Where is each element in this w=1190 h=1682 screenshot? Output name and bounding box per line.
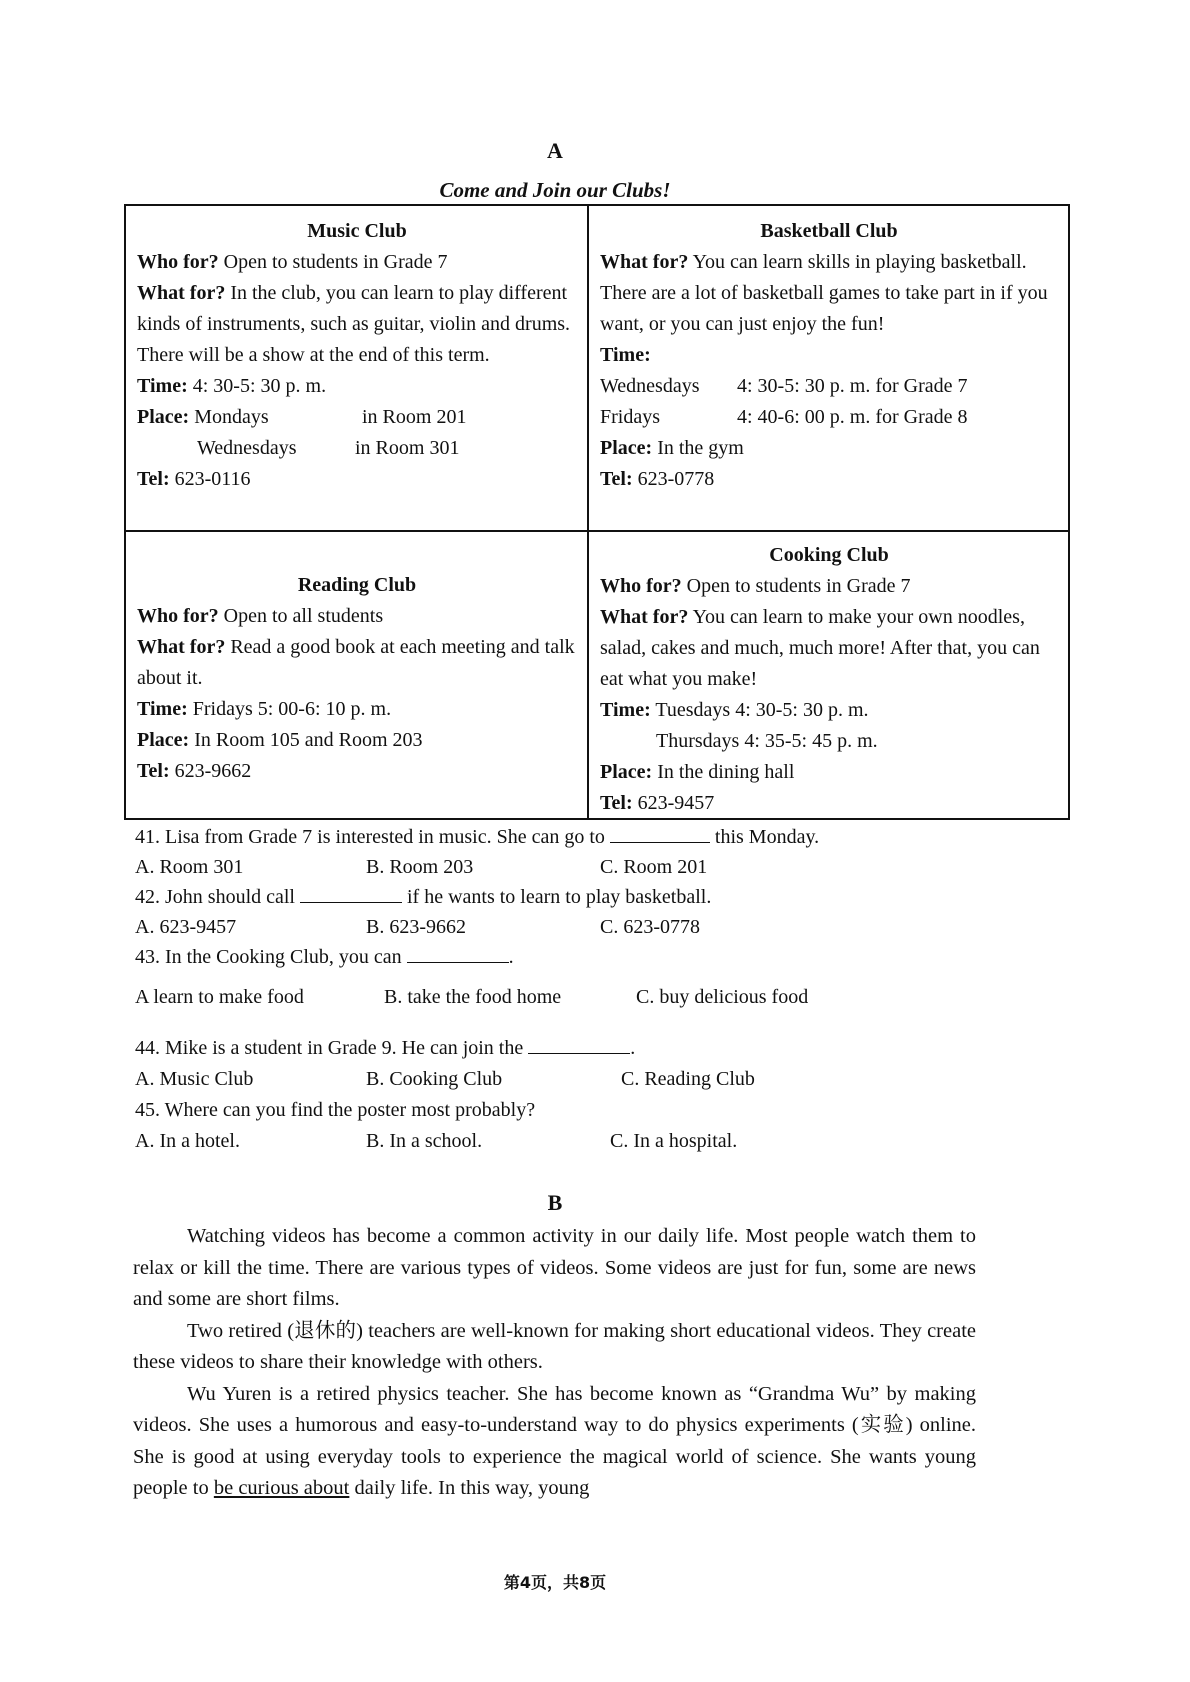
question-43: 43. In the Cooking Club, you can . — [135, 946, 514, 968]
q42-option-c: C. 623-0778 — [600, 916, 700, 938]
section-a-letter: A — [547, 138, 563, 163]
music-what: What for? In the club, you can learn to play different kinds of instruments, such as guitar, violin and drums. There will be a show at the end of this term. — [137, 282, 571, 366]
page-number-footer: 第4页，共8页 — [503, 1573, 607, 1592]
q43-option-b: B. take the food home — [384, 986, 562, 1008]
reading-what: What for? Read a good book at each meeting and talk about it. — [137, 636, 575, 689]
answer-blank — [407, 944, 509, 963]
q44-option-a: A. Music Club — [135, 1068, 254, 1090]
q44-option-c: C. Reading Club — [621, 1068, 755, 1090]
question-44: 44. Mike is a student in Grade 9. He can join the . — [135, 1037, 636, 1059]
q45-option-b: B. In a school. — [366, 1130, 483, 1152]
q43-option-c: C. buy delicious food — [636, 986, 809, 1008]
basketball-time-label: Time: — [600, 344, 651, 366]
music-time: Time: 4: 30-5: 30 p. m. — [137, 375, 327, 397]
music-place-2: Wednesdays in Room 301 — [197, 437, 460, 459]
music-club-title: Music Club — [307, 220, 407, 242]
cooking-tel: Tel: 623-9457 — [600, 792, 715, 814]
answer-blank — [300, 884, 402, 903]
music-tel: Tel: 623-0116 — [137, 468, 251, 490]
clubs-table — [124, 204, 1070, 820]
basketball-time-1: Wednesdays 4: 30-5: 30 p. m. for Grade 7 — [600, 375, 968, 397]
question-42: 42. John should call if he wants to learn to play basketball. — [135, 886, 712, 908]
cooking-time-1: Time: Tuesdays 4: 30-5: 30 p. m. — [600, 699, 869, 721]
cooking-club-cell — [589, 532, 1068, 818]
reading-time: Time: Fridays 5: 00-6: 10 p. m. — [137, 698, 392, 720]
q41-option-a: A. Room 301 — [135, 856, 244, 878]
q45-option-c: C. In a hospital. — [610, 1130, 738, 1152]
underlined-phrase: be curious about — [213, 1477, 350, 1499]
section-b-passage — [133, 1221, 976, 1505]
cooking-who: Who for? Open to students in Grade 7 — [600, 575, 911, 597]
basketball-tel: Tel: 623-0778 — [600, 468, 715, 490]
cooking-place: Place: In the dining hall — [600, 761, 795, 783]
reading-club-title: Reading Club — [297, 574, 417, 596]
reading-club-cell — [126, 532, 589, 818]
passage-paragraph-2: Two retired (退休的) teachers are well-known for making short educational videos. They create these videos to share their knowledge with others. — [133, 1319, 976, 1373]
answer-blank — [528, 1035, 630, 1054]
basketball-club-cell — [589, 206, 1068, 532]
q41-option-b: B. Room 203 — [366, 856, 474, 878]
q42-option-a: A. 623-9457 — [135, 916, 237, 938]
question-45: 45. Where can you find the poster most probably? — [135, 1099, 536, 1121]
answer-blank — [610, 824, 710, 843]
reading-who: Who for? Open to all students — [137, 605, 384, 627]
q43-option-a: A learn to make food — [135, 986, 304, 1008]
passage-paragraph-3: Wu Yuren is a retired physics teacher. She has become known as “Grandma Wu” by making videos. She uses a humorous and easy-to-understand way to do physics experiments (实验) online. She is good at using everyday tools to experience the magical world of science. She wants young people to be curious about daily life. In this way, young — [133, 1382, 976, 1499]
poster-title: Come and Join our Clubs! — [439, 178, 671, 202]
cooking-time-2: Thursdays 4: 35-5: 45 p. m. — [656, 730, 878, 752]
q41-option-c: C. Room 201 — [600, 856, 708, 878]
cooking-club-title: Cooking Club — [769, 544, 889, 566]
passage-paragraph-1: Watching videos has become a common activity in our daily life. Most people watch them to relax or kill the time. There are various types of videos. Some videos are just for fun, some are news and some are short films. — [133, 1225, 976, 1310]
music-place-1: Place: Mondays in Room 201 — [137, 406, 467, 428]
cooking-what: What for? You can learn to make your own noodles, salad, cakes and much, much more! After that, you can eat what you make! — [600, 606, 1040, 690]
basketball-time-2: Fridays 4: 40-6: 00 p. m. for Grade 8 — [600, 406, 968, 428]
music-club-cell — [126, 206, 589, 532]
q42-option-b: B. 623-9662 — [366, 916, 466, 938]
q45-option-a: A. In a hotel. — [135, 1130, 240, 1152]
section-b-letter: B — [547, 1190, 563, 1215]
basketball-club-title: Basketball Club — [760, 220, 898, 242]
music-who: Who for? Open to students in Grade 7 — [137, 251, 448, 273]
question-41: 41. Lisa from Grade 7 is interested in music. She can go to this Monday. — [135, 826, 820, 848]
basketball-what: What for? You can learn skills in playing basketball. There are a lot of basketball games to take part in if you want, or you can just enjoy the fun! — [600, 251, 1048, 335]
basketball-place: Place: In the gym — [600, 437, 744, 459]
q44-option-b: B. Cooking Club — [366, 1068, 503, 1090]
reading-place: Place: In Room 105 and Room 203 — [137, 729, 423, 751]
reading-tel: Tel: 623-9662 — [137, 760, 252, 782]
